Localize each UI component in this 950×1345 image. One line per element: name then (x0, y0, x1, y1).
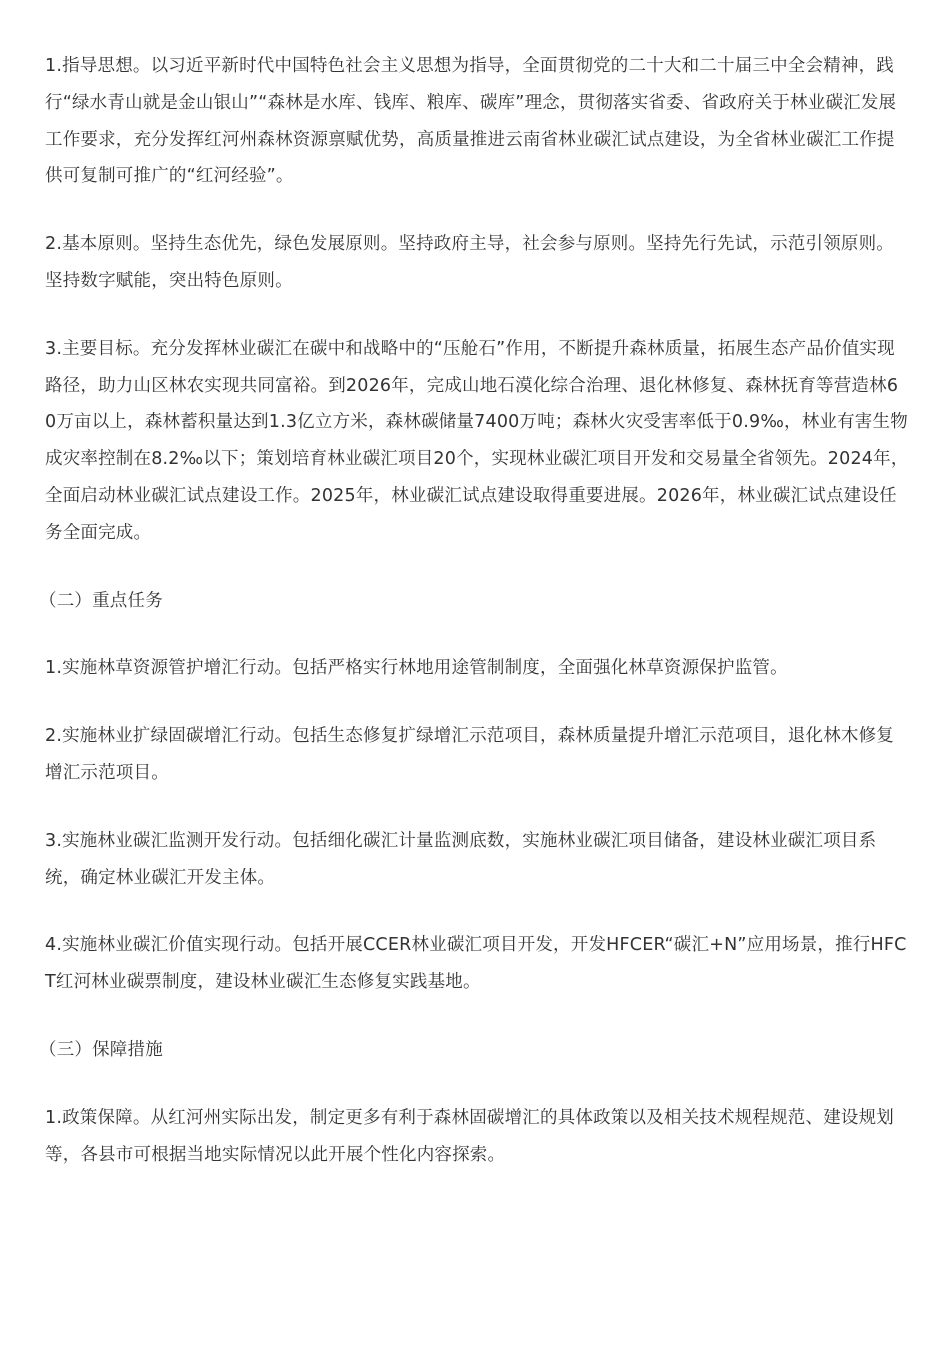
article-body (39, 48, 909, 1204)
paragraph-task-1: 1.实施林草资源管护增汇行动。包括严格实行林地用途管制制度，全面强化林草资源保护监管。 (45, 658, 788, 679)
paragraph-task-4: 4.实施林业碳汇价值实现行动。包括开展CCER林业碳汇项目开发，开发HFCER“碳汇+N”应用场景，推行HFCT红河林业碳票制度，建设林业碳汇生态修复实践基地。 (45, 935, 907, 993)
paragraph-task-3: 3.实施林业碳汇监测开发行动。包括细化碳汇计量监测底数，实施林业碳汇项目储备，建设林业碳汇项目系统，确定林业碳汇开发主体。 (45, 830, 877, 888)
section-heading-safeguards: （三）保障措施 (39, 1039, 163, 1060)
paragraph-guiding-thought: 1.指导思想。以习近平新时代中国特色社会主义思想为指导，全面贯彻党的二十大和二十届三中全会精神，践行“绿水青山就是金山银山”“森林是水库、钱库、粮库、碳库”理念，贯彻落实省委、省政府关于林业碳汇发展工作要求，充分发挥红河州森林资源禀赋优势，高质量推进云南省林业碳汇试点建设，为全省林业碳汇工作提供可复制可推广的“红河经验”。 (45, 56, 897, 187)
paragraph-main-goals: 3.主要目标。充分发挥林业碳汇在碳中和战略中的“压舱石”作用，不断提升森林质量，拓展生态产品价值实现路径，助力山区林农实现共同富裕。到2026年，完成山地石漠化综合治理、退化林修复、森林抚育等营造林60万亩以上，森林蓄积量达到1.3亿立方米，森林碳储量7400万吨；森林火灾受害率低于0.9‰，林业有害生物成灾率控制在8.2‰以下；策划培育林业碳汇项目20个，实现林业碳汇项目开发和交易量全省领先。2024年，全面启动林业碳汇试点建设工作。2025年，林业碳汇试点建设取得重要进展。2026年，林业碳汇试点建设任务全面完成。 (45, 338, 909, 543)
paragraph-task-2: 2.实施林业扩绿固碳增汇行动。包括生态修复扩绿增汇示范项目，森林质量提升增汇示范项目，退化林木修复增汇示范项目。 (45, 726, 894, 783)
section-heading-key-tasks: （二）重点任务 (39, 590, 163, 611)
paragraph-policy-safeguard: 1.政策保障。从红河州实际出发，制定更多有利于森林固碳增汇的具体政策以及相关技术规程规范、建设规划等，各县市可根据当地实际情况以此开展个性化内容探索。 (45, 1107, 894, 1165)
paragraph-basic-principles: 2.基本原则。坚持生态优先，绿色发展原则。坚持政府主导，社会参与原则。坚持先行先试，示范引领原则。坚持数字赋能，突出特色原则。 (45, 234, 894, 291)
